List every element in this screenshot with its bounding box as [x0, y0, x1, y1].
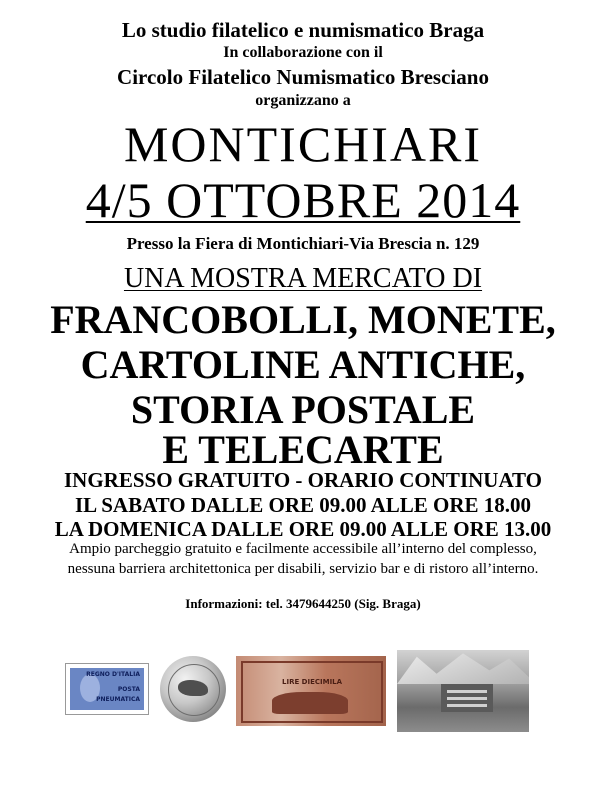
products-line-1: FRANCOBOLLI, MONETE,: [50, 297, 556, 342]
banknote-figures: [272, 692, 348, 714]
organizer-title: Lo studio filatelico e numismatico Braga: [121, 18, 485, 42]
postcard-building: [441, 684, 493, 712]
postcard-building-windows: [447, 690, 487, 693]
event-dates: 4/5 OTTOBRE 2014: [85, 172, 521, 228]
stamp-label-2: POSTA: [117, 686, 140, 693]
coin-horse-relief: [178, 680, 208, 696]
products-line-3: STORIA POSTALE: [130, 387, 476, 432]
event-city: MONTICHIARI: [123, 116, 483, 172]
organize-line: organizzano a: [255, 92, 351, 109]
saturday-hours: IL SABATO DALLE ORE 09.00 ALLE ORE 18.00: [74, 493, 532, 517]
contact-info: Informazioni: tel. 3479644250 (Sig. Braga): [185, 596, 421, 611]
services-line-2: nessuna barriera architettonica per disabili, servizio bar e di ristoro all’interno.: [67, 561, 539, 577]
stamp-label-1: REGNO D'ITALIA: [86, 671, 140, 678]
products-line-2: CARTOLINE ANTICHE,: [80, 342, 526, 387]
exhibit-heading: UNA MOSTRA MERCATO DI: [123, 263, 483, 294]
event-dates-container: [0, 173, 606, 227]
products-line-4: E TELECARTE: [162, 427, 444, 472]
stamp-label-3: PNEUMATICA: [96, 696, 140, 703]
coin-image: [160, 656, 226, 722]
entry-info: INGRESSO GRATUITO - ORARIO CONTINUATO: [63, 468, 543, 492]
club-name: Circolo Filatelico Numismatico Bresciano: [117, 65, 489, 89]
exhibit-heading-container: [0, 263, 606, 295]
stamp-face: [70, 668, 144, 710]
event-venue: Presso la Fiera di Montichiari-Via Brescia n. 129: [126, 234, 480, 253]
banknote-label: LIRE DIECIMILA: [282, 678, 343, 686]
postcard-image: [397, 650, 529, 732]
banknote-image: [236, 656, 386, 726]
collaboration-line: In collaborazione con il: [223, 44, 383, 61]
postcard-mountains: [397, 650, 529, 684]
sunday-hours: LA DOMENICA DALLE ORE 09.00 ALLE ORE 13.00: [54, 517, 552, 541]
stamp-image: [66, 664, 148, 714]
services-line-1: Ampio parcheggio gratuito e facilmente accessibile all’interno del complesso,: [69, 541, 537, 557]
